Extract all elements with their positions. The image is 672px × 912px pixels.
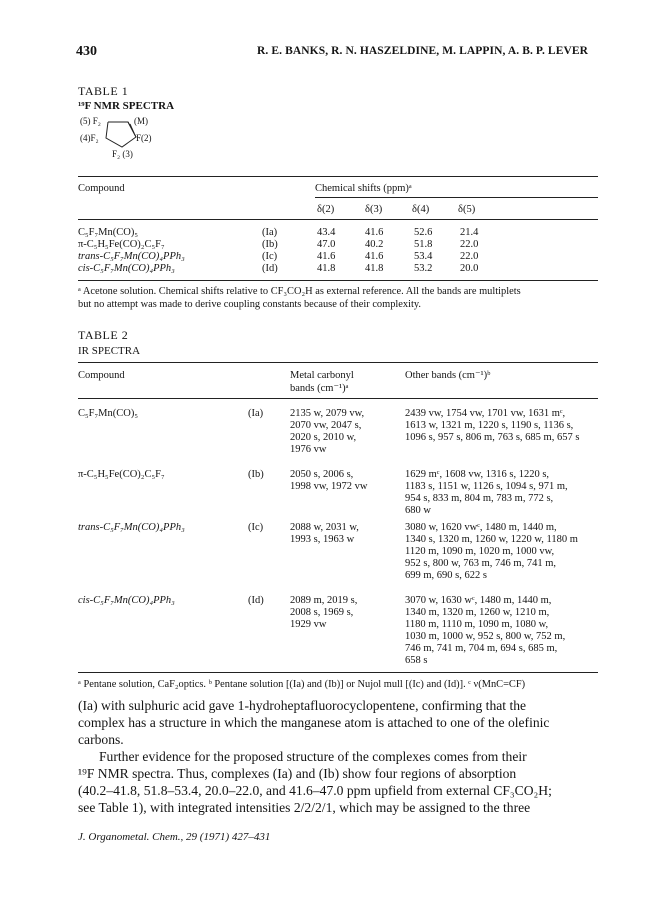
shift-d2: 43.4 xyxy=(317,227,336,238)
table2-col-other: Other bands (cm⁻¹)ᵇ xyxy=(405,370,491,381)
structure-label-4: (4)F₂ xyxy=(80,133,99,143)
structure-label-m: (M) xyxy=(134,116,148,126)
shift-d4: 53.4 xyxy=(414,251,433,262)
journal-citation: J. Organometal. Chem., 29 (1971) 427–431 xyxy=(78,831,271,843)
compound-label: (Ic) xyxy=(262,251,278,262)
shift-d3: 40.2 xyxy=(365,239,384,250)
metal-band-line: 1998 vw, 1972 vw xyxy=(290,481,368,492)
table1-subcol-d3: δ(3) xyxy=(365,204,383,215)
table2-bottom-rule xyxy=(78,672,598,673)
other-band-line: 1340 s, 1320 m, 1260 w, 1220 w, 1180 m xyxy=(405,534,578,545)
cyclopentene-structure xyxy=(78,112,188,164)
shift-d3: 41.8 xyxy=(365,263,384,274)
compound-label: (Ia) xyxy=(248,408,264,419)
other-band-line: 3080 w, 1620 vwᶜ, 1480 m, 1440 m, xyxy=(405,522,557,533)
other-band-line: 2439 vw, 1754 vw, 1701 vw, 1631 mᶜ, xyxy=(405,408,566,419)
other-band-line: 1629 mᶜ, 1608 vw, 1316 s, 1220 s, xyxy=(405,469,550,480)
compound-label: (Id) xyxy=(248,595,264,606)
table1-footnote-cont: but no attempt was made to derive coupling constants because of their complexity. xyxy=(78,299,421,310)
body-line: (Ia) with sulphuric acid gave 1-hydroheptafluorocyclopentene, confirming that the xyxy=(78,698,527,713)
compound-name: C₅F₇Mn(CO)₅ xyxy=(78,227,138,238)
metal-band-line: 2089 m, 2019 s, xyxy=(290,595,358,606)
structure-label-5: (5) F₂ xyxy=(80,116,101,126)
metal-band-line: 2008 s, 1969 s, xyxy=(290,607,354,618)
table2-footnote: ᵃ Pentane solution, CaF₂optics. ᵇ Pentane solution [(Ia) and (Ib)] or Nujol mull [(Ic) and (Id)]. ᶜ ν(MnC=CF) xyxy=(78,679,526,690)
shift-d3: 41.6 xyxy=(365,227,384,238)
pentagon-ring-icon xyxy=(78,112,188,164)
metal-band-line: 1993 s, 1963 w xyxy=(290,534,355,545)
other-band-line: 3070 w, 1630 wᶜ, 1480 m, 1440 m, xyxy=(405,595,552,606)
other-band-line: 699 m, 690 s, 622 s xyxy=(405,570,487,581)
table1-bottom-rule xyxy=(78,280,598,281)
other-band-line: 746 m, 741 m, 704 m, 694 s, 685 m, xyxy=(405,643,558,654)
other-band-line: 658 s xyxy=(405,655,428,666)
other-band-line: 954 s, 833 m, 804 m, 783 m, 772 s, xyxy=(405,493,554,504)
table2-subtitle: IR SPECTRA xyxy=(78,345,141,357)
table2-header-rule xyxy=(78,398,598,399)
metal-band-line: 2070 vw, 2047 s, xyxy=(290,420,362,431)
compound-name: trans-C₅F₇Mn(CO)₄PPh₃ xyxy=(78,522,185,533)
body-line: (40.2–41.8, 51.8–53.4, 20.0–22.0, and 41.6–47.0 ppm upfield from external CF₃CO₂H; xyxy=(78,783,552,798)
compound-name: cis-C₅F₇Mn(CO)₄PPh₃ xyxy=(78,595,175,606)
table2-col-metal: Metal carbonyl xyxy=(290,370,354,381)
page-number: 430 xyxy=(76,44,97,59)
table1-top-rule xyxy=(78,176,598,177)
table2-col-metal-units: bands (cm⁻¹)ᵃ xyxy=(290,383,349,394)
compound-name: C₅F₇Mn(CO)₅ xyxy=(78,408,138,419)
structure-label-2: F(2) xyxy=(136,133,152,143)
table1-subcol-d2: δ(2) xyxy=(317,204,335,215)
compound-label: (Ia) xyxy=(262,227,278,238)
other-band-line: 952 s, 800 w, 763 m, 746 m, 741 m, xyxy=(405,558,556,569)
table1-title: TABLE 1 xyxy=(78,84,129,98)
body-line: see Table 1), with integrated intensities 2/2/2/1, which may be assigned to the three xyxy=(78,800,531,815)
compound-label: (Ib) xyxy=(262,239,278,250)
metal-band-line: 2050 s, 2006 s, xyxy=(290,469,354,480)
other-band-line: 1180 m, 1110 m, 1090 m, 1080 w, xyxy=(405,619,549,630)
table1-footnote: ᵃ Acetone solution. Chemical shifts relative to CF₃CO₂H as external reference. All the bands are multiplets xyxy=(78,286,521,297)
body-line: ¹⁹F NMR spectra. Thus, complexes (Ia) and (Ib) show four regions of absorption xyxy=(78,766,517,781)
metal-band-line: 2020 s, 2010 w, xyxy=(290,432,357,443)
compound-name: π-C₅H₅Fe(CO)₂C₅F₇ xyxy=(78,239,165,250)
metal-band-line: 2135 w, 2079 vw, xyxy=(290,408,365,419)
other-band-line: 1183 s, 1151 w, 1126 s, 1094 s, 971 m, xyxy=(405,481,568,492)
running-header-authors: R. E. BANKS, R. N. HASZELDINE, M. LAPPIN, A. B. P. LEVER xyxy=(257,45,589,57)
compound-label: (Ib) xyxy=(248,469,264,480)
shift-d3: 41.6 xyxy=(365,251,384,262)
other-band-line: 1120 m, 1090 m, 1020 m, 1000 vw, xyxy=(405,546,555,557)
table1-shifts-rule xyxy=(315,197,598,198)
shift-d2: 41.6 xyxy=(317,251,336,262)
compound-name: cis-C₅F₇Mn(CO)₄PPh₃ xyxy=(78,263,175,274)
table1-col-compound: Compound xyxy=(78,183,125,194)
shift-d2: 47.0 xyxy=(317,239,336,250)
shift-d4: 53.2 xyxy=(414,263,433,274)
body-line: Further evidence for the proposed structure of the complexes comes from their xyxy=(99,749,527,764)
shift-d4: 51.8 xyxy=(414,239,433,250)
table2-top-rule xyxy=(78,362,598,363)
other-band-line: 1030 m, 1000 w, 952 s, 800 w, 752 m, xyxy=(405,631,566,642)
other-band-line: 1613 w, 1321 m, 1220 s, 1190 s, 1136 s, xyxy=(405,420,574,431)
other-band-line: 1340 m, 1320 m, 1260 w, 1210 m, xyxy=(405,607,550,618)
compound-name: π-C₅H₅Fe(CO)₂C₅F₇ xyxy=(78,469,165,480)
shift-d5: 22.0 xyxy=(460,251,479,262)
compound-label: (Ic) xyxy=(248,522,264,533)
shift-d5: 22.0 xyxy=(460,239,479,250)
body-line: complex has a structure in which the manganese atom is attached to one of the olefinic xyxy=(78,715,550,730)
metal-band-line: 1929 vw xyxy=(290,619,327,630)
shift-d4: 52.6 xyxy=(414,227,433,238)
metal-band-line: 1976 vw xyxy=(290,444,327,455)
table2-title: TABLE 2 xyxy=(78,328,129,342)
metal-band-line: 2088 w, 2031 w, xyxy=(290,522,359,533)
table1-col-shifts: Chemical shifts (ppm)ᵃ xyxy=(315,183,412,194)
table1-header-rule xyxy=(78,219,598,220)
compound-label: (Id) xyxy=(262,263,278,274)
other-band-line: 1096 s, 957 s, 806 m, 763 s, 685 m, 657 s xyxy=(405,432,580,443)
shift-d5: 21.4 xyxy=(460,227,479,238)
other-band-line: 680 w xyxy=(405,505,431,516)
shift-d5: 20.0 xyxy=(460,263,479,274)
body-line: carbons. xyxy=(78,732,124,747)
compound-name: trans-C₅F₇Mn(CO)₄PPh₃ xyxy=(78,251,185,262)
table1-subcol-d5: δ(5) xyxy=(458,204,476,215)
table2-col-compound: Compound xyxy=(78,370,125,381)
structure-label-3: F₂ (3) xyxy=(112,149,133,159)
table1-subtitle: ¹⁹F NMR SPECTRA xyxy=(78,100,175,112)
shift-d2: 41.8 xyxy=(317,263,336,274)
table1-subcol-d4: δ(4) xyxy=(412,204,430,215)
